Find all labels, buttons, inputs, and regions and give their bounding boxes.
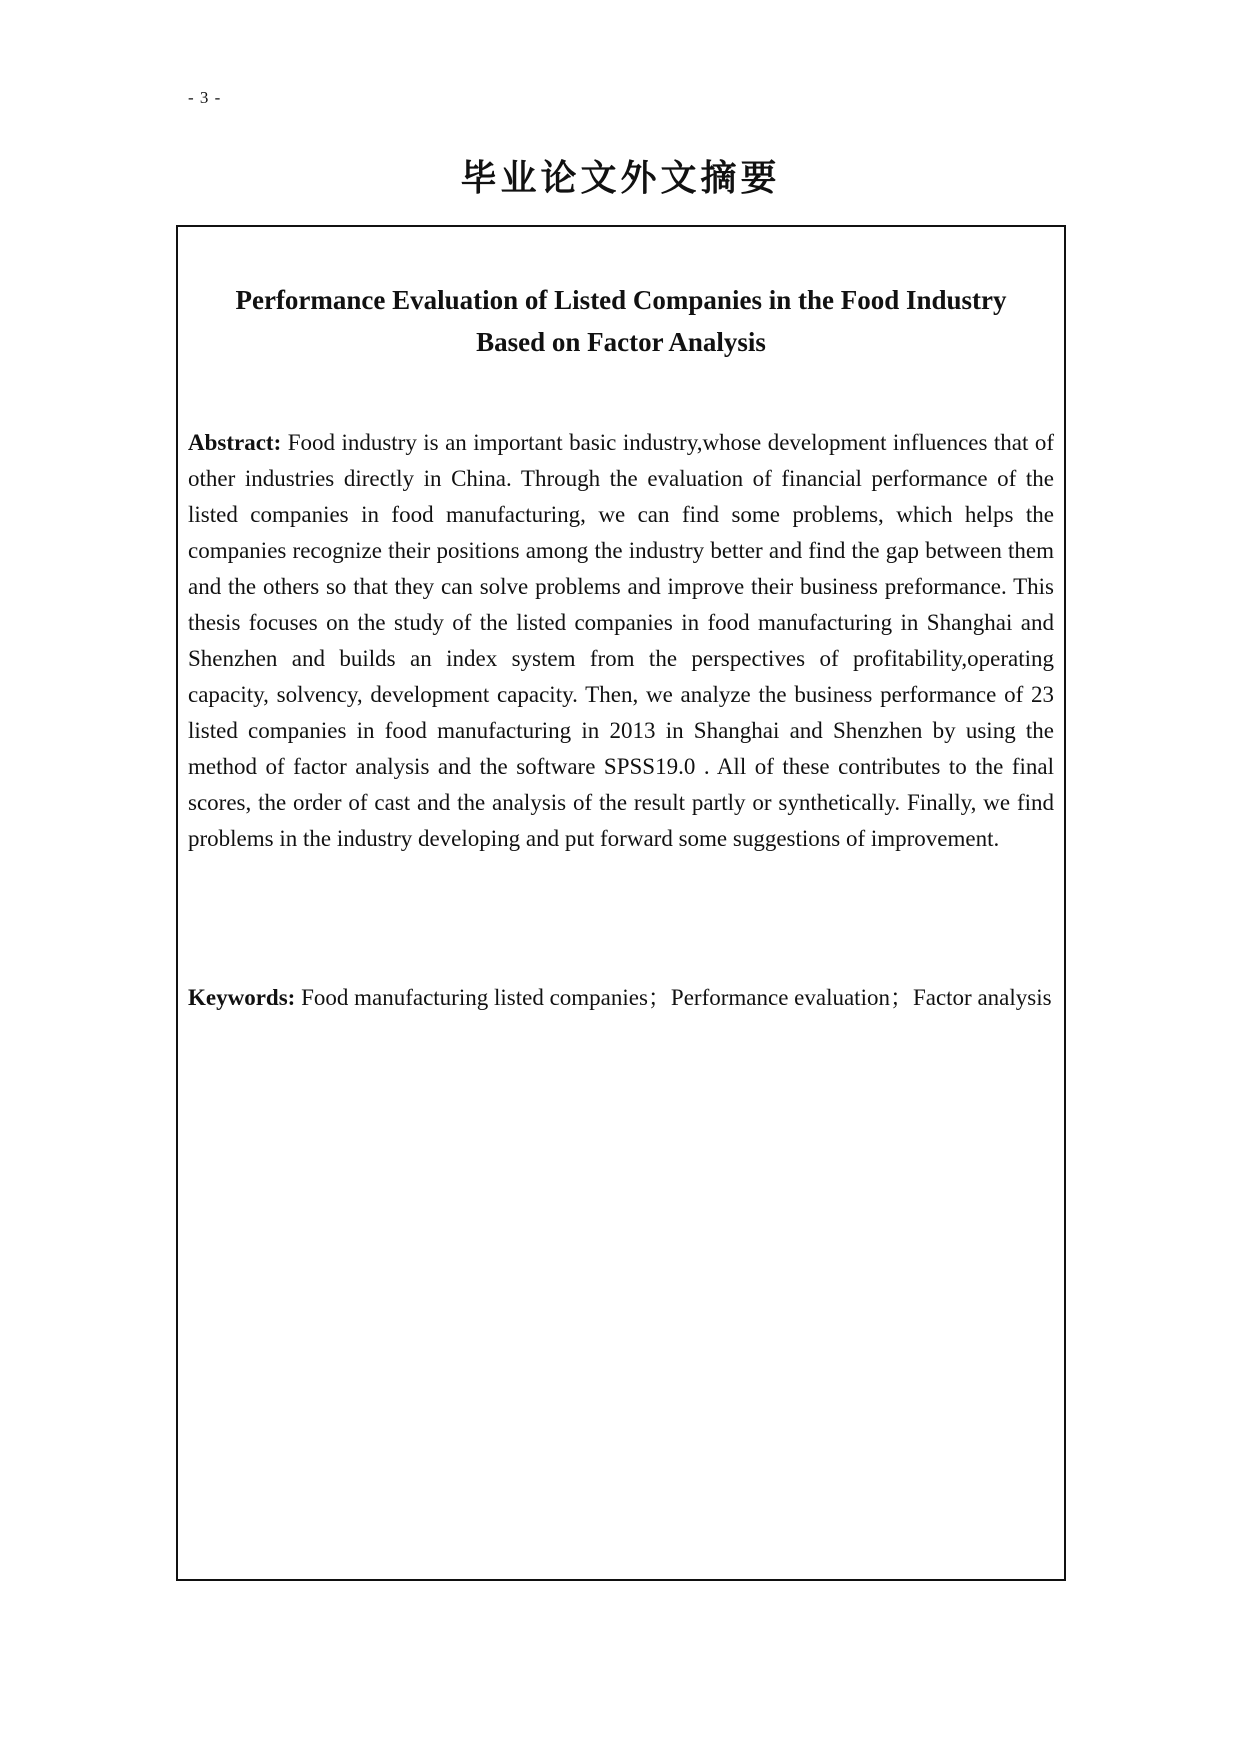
abstract-label: Abstract: [188,430,282,455]
keywords-label: Keywords: [188,985,296,1010]
abstract-frame [176,225,1066,1581]
keywords-paragraph [188,977,1054,1019]
paper-title-line-2: Based on Factor Analysis [476,327,766,357]
page-number: - 3 - [188,88,222,107]
keywords-text: Food manufacturing listed companies；Performance evaluation；Factor analysis [301,985,1052,1010]
page-heading: 毕业论文外文摘要 [460,157,781,199]
paper-title [188,279,1054,363]
abstract-paragraph [188,425,1054,857]
abstract-text: Food industry is an important basic industry,whose development influences that of other industries directly in China. Through the evaluation of financial performance of the listed companies in food manufacturing, we can find some problems, which helps the companies recognize their positions among the industry better and find the gap between them and the others so that they can solve problems and improve their business preformance. This thesis focuses on the study of the listed companies in food manufacturing in Shanghai and Shenzhen and builds an index system from the perspectives of profitability,operating capacity, solvency, development capacity. Then, we analyze the business performance of 23 listed companies in food manufacturing in 2013 in Shanghai and Shenzhen by using the method of factor analysis and the software SPSS19.0 . All of these contributes to the final scores, the order of cast and the analysis of the result partly or synthetically. Finally, we find problems in the industry developing and put forward some suggestions of improvement. [188,430,1054,851]
paper-title-line-1: Performance Evaluation of Listed Companies in the Food Industry [235,285,1007,315]
